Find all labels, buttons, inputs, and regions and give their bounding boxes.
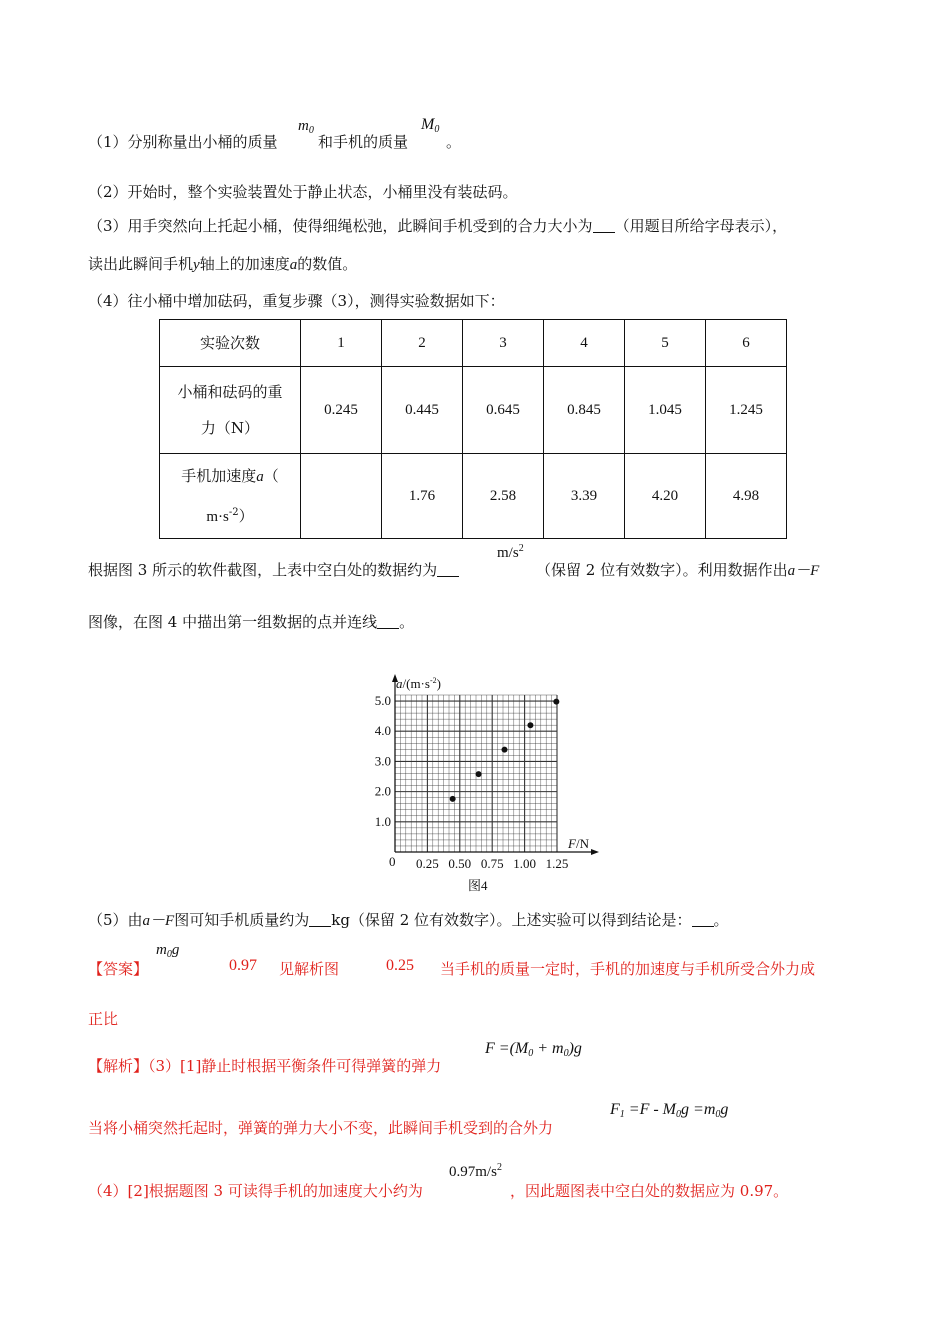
analysis-p1: 【解析】（3）[1]静止时根据平衡条件可得弹簧的弹力 <box>88 1057 442 1075</box>
step-4-line-2: 图像，在图 4 中描出第一组数据的点并连线 。 <box>88 613 415 631</box>
table-cell: 2 <box>382 320 463 367</box>
analysis-p3-b: ，因此题图表中空白处的数据应为 0.97。 <box>510 1182 789 1200</box>
table-cell: 1.045 <box>625 367 706 454</box>
x-tick-label: 1.00 <box>513 856 536 871</box>
answer-blank <box>593 218 615 233</box>
y-tick-label: 1.0 <box>374 813 391 829</box>
origin-label: 0 <box>389 854 396 869</box>
answer-4: 0.25 <box>386 957 414 974</box>
answer-5-line-1: 当手机的质量一定时，手机的加速度与手机所受合外力成 <box>440 960 816 978</box>
table-row-acceleration <box>160 454 787 539</box>
table-cell: 0.845 <box>544 367 625 454</box>
table-row-trials <box>160 320 787 367</box>
answer-5-line-2: 正比 <box>88 1010 119 1028</box>
table-cell: 1.76 <box>382 454 463 539</box>
x-axis-label: F/N <box>568 836 589 851</box>
y-axis-label: $a/(m\cdot s^{-2})$ <box>396 676 441 691</box>
table-cell: 4.98 <box>706 454 787 539</box>
chart-points <box>450 699 560 802</box>
step-1-text: （1）分别称量出小桶的质量 <box>88 133 278 151</box>
step-5: （5）由a－F图可知手机质量约为 kg（保留 2 位有效数字）。上述实验可以得到结论是： 。 <box>88 911 729 929</box>
table-cell: 3 <box>463 320 544 367</box>
analysis-p3-a: （4）[2]根据题图 3 可读得手机的加速度大小约为 <box>88 1182 423 1200</box>
step-4-followup-b: （保留 2 位有效数字）。利用数据作出a－F <box>536 561 820 579</box>
table-cell: 2.58 <box>463 454 544 539</box>
analysis-formula-2: $F_1 =F - M_0g =m_0g$ <box>610 1101 729 1120</box>
unit-ms2: $m/s^2$ <box>497 543 524 561</box>
answer-2: 0.97 <box>229 957 257 974</box>
m0-symbol: $m_0$ <box>298 118 314 136</box>
table-header-label: 实验次数 <box>160 320 301 367</box>
answer-blank <box>692 912 714 927</box>
answer-tag: 【答案】 <box>88 960 149 978</box>
analysis-p3-value: $0.97m/s^2$ <box>449 1162 502 1180</box>
table-cell: 1.245 <box>706 367 787 454</box>
table-cell: 5 <box>625 320 706 367</box>
data-point <box>502 747 508 753</box>
y-tick-label: 4.0 <box>374 723 391 739</box>
table-cell: 0.645 <box>463 367 544 454</box>
data-point <box>527 722 533 728</box>
table-row-label-acceleration: 手机加速度a（ $m\cdot s^{-2}$） <box>160 454 301 539</box>
table-cell: 6 <box>706 320 787 367</box>
table-cell: 4 <box>544 320 625 367</box>
step-4: （4）往小桶中增加砝码，重复步骤（3），测得实验数据如下： <box>88 292 505 310</box>
x-axis-arrow <box>591 849 599 855</box>
x-tick-label: 0.75 <box>480 856 504 871</box>
y-tick-label: 2.0 <box>374 783 391 799</box>
step-2: （2）开始时，整个实验装置处于静止状态，小桶里没有装砝码。 <box>88 183 518 201</box>
analysis-formula-1: $F =(M_0 + m_0)g$ <box>485 1040 582 1059</box>
step-1-end: 。 <box>446 133 462 151</box>
step-3-line-2: 读出此瞬间手机y轴上的加速度a的数值。 <box>88 255 358 273</box>
y-tick-label: 3.0 <box>374 753 391 769</box>
step-1-mid: 和手机的质量 <box>318 133 409 151</box>
table-cell-blank <box>301 454 382 539</box>
answer-blank <box>309 912 331 927</box>
data-point <box>450 796 456 802</box>
answer-blank <box>437 562 459 577</box>
table-cell: 4.20 <box>625 454 706 539</box>
table-cell: 1 <box>301 320 382 367</box>
step-1 <box>88 131 278 152</box>
step-3-line-1: （3）用手突然向上托起小桶，使得细绳松弛，此瞬间手机受到的合力大小为 （用题目所给字母表示）， <box>88 217 788 235</box>
x-tick-label: 0.25 <box>416 856 439 871</box>
table-cell: 3.39 <box>544 454 625 539</box>
table-cell: 0.245 <box>301 367 382 454</box>
figure-caption: 图4 <box>468 878 488 893</box>
table-cell: 0.445 <box>382 367 463 454</box>
answer-1: $m_0g$ <box>156 942 180 960</box>
figure-4-chart <box>355 668 605 898</box>
data-point <box>553 699 559 705</box>
answer-3: 见解析图 <box>279 960 340 978</box>
x-tick-label: 1.25 <box>545 856 569 871</box>
M0-symbol: $M_0$ <box>421 116 440 135</box>
x-tick-label: 0.50 <box>448 856 472 871</box>
table-row-weight <box>160 367 787 454</box>
table-row-label-weight: 小桶和砝码的重 力（N） <box>160 367 301 454</box>
y-tick-label: 5.0 <box>374 693 391 709</box>
step-4-followup: 根据图 3 所示的软件截图，上表中空白处的数据约为 <box>88 559 459 580</box>
data-table <box>159 319 787 539</box>
data-point <box>476 771 482 777</box>
analysis-p2: 当将小桶突然托起时，弹簧的弹力大小不变，此瞬间手机受到的合外力 <box>88 1119 554 1137</box>
answer-blank <box>377 614 399 629</box>
